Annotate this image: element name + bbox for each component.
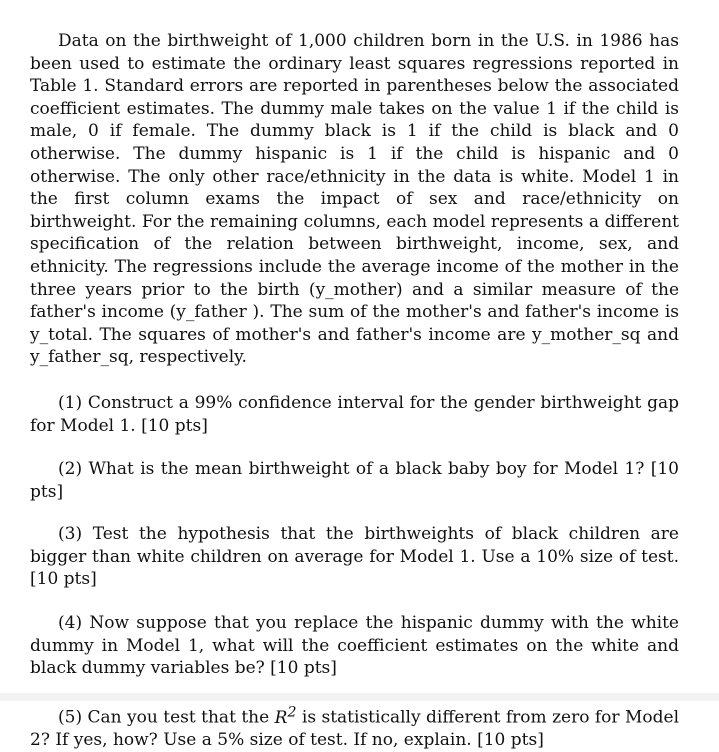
question-4: (4) Now suppose that you replace the hispanic dummy with the white dummy in Model 1, what will the coefficient estimates on the white and black dummy variables be? [10 pts] xyxy=(30,613,679,679)
intro-paragraph: Data on the birthweight of 1,000 children born in the U.S. in 1986 has been used to estimate the ordinary least squares regressions reported in Table 1. Standard errors are reported in parentheses below the associated coefficient estimates. The dummy male takes on the value 1 if the child is male, 0 if female. The dummy black is 1 if the child is black and 0 otherwise. The dummy hispanic is 1 if the child is hispanic and 0 otherwise. The only other race/ethnicity in the data is white. Model 1 in the first column exams the impact of sex and race/ethnicity on birthweight. For the remaining columns, each model represents a different specification of the relation between birthweight, income, sex, and ethnicity. The regressions include the average income of the mother in the three years prior to the birth (y_mother) and a similar measure of the father's income (y_father ). The sum of the mother's and father's income is y_total. The squares of mother's and father's income are y_mother_sq and y_father_sq, respectively. xyxy=(30,31,679,368)
question-5 xyxy=(30,701,679,752)
bottom-divider-strip xyxy=(0,693,719,701)
question-5-suffix: is statistically different from zero for Model 2? If yes, how? Use a 5% size of test. If no, explain. [10 pts] xyxy=(30,707,680,751)
r-squared-symbol xyxy=(274,703,297,728)
squared-exponent: 2 xyxy=(287,703,297,720)
question-2: (2) What is the mean birthweight of a black baby boy for Model 1? [10 pts] xyxy=(30,459,679,502)
question-1: (1) Construct a 99% confidence interval for the gender birthweight gap for Model 1. [10 pts] xyxy=(30,392,679,436)
r-symbol: R xyxy=(274,707,288,728)
question-5-prefix: (5) Can you test that the xyxy=(58,707,275,728)
question-3: (3) Test the hypothesis that the birthweights of black children are bigger than white children on average for Model 1. Use a 10% size of test. [10 pts] xyxy=(30,524,679,590)
document-body xyxy=(30,30,679,752)
